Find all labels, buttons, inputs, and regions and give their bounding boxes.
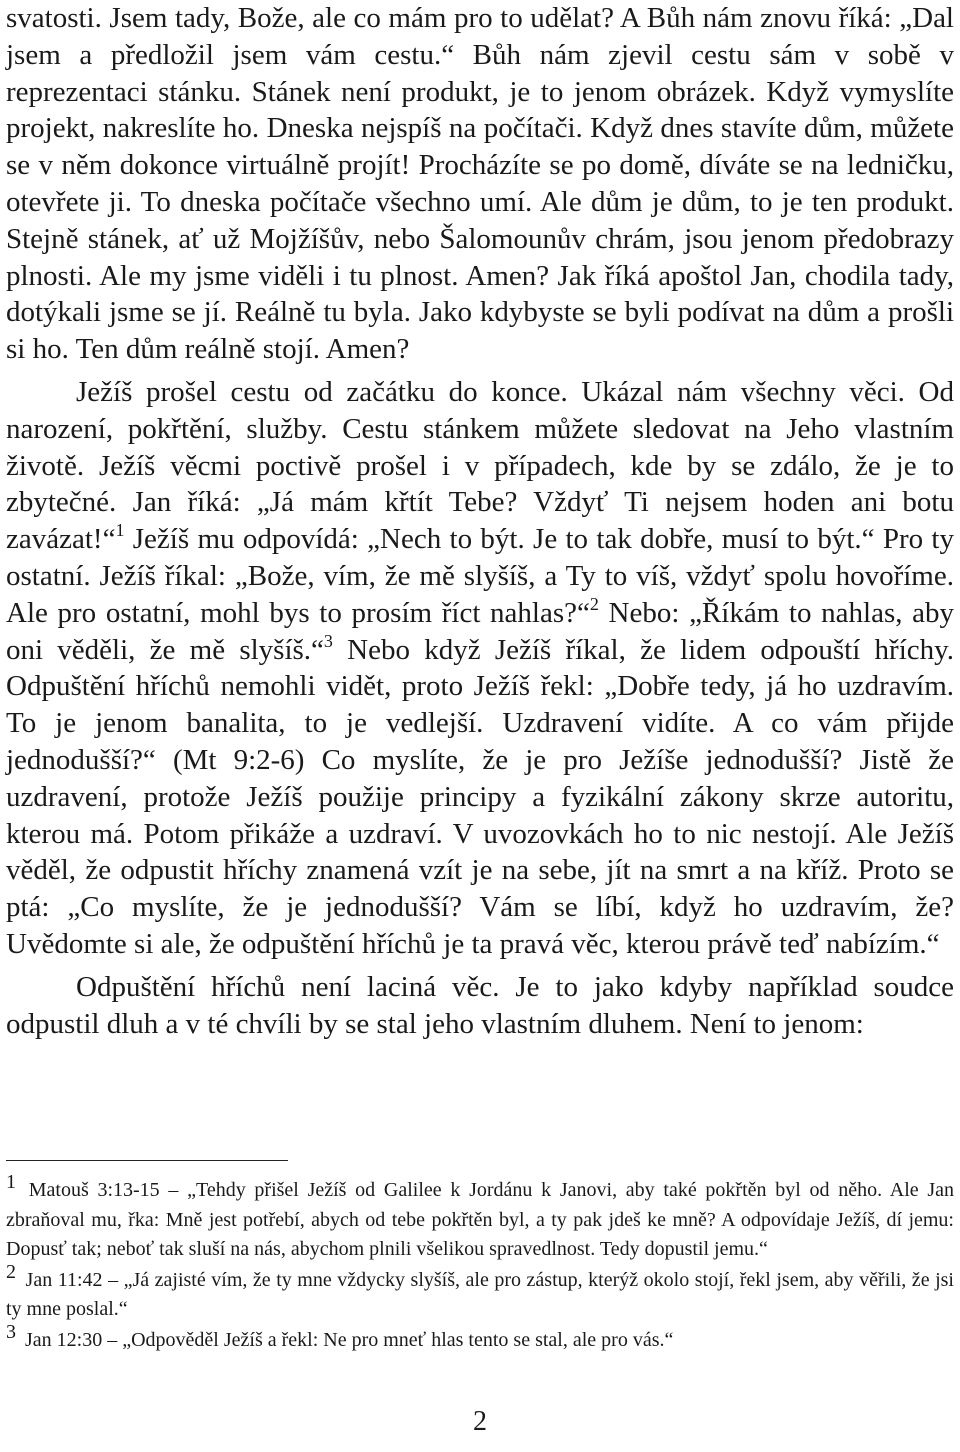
footnote-reference: 3 bbox=[323, 630, 333, 651]
text-run: Odpuštění hříchů není laciná věc. Je to jako kdyby například soudce odpustil dluh a v té chvíli by se stal jeho vlastním dluhem. Není to jenom: bbox=[6, 970, 954, 1040]
footnote-reference: 2 bbox=[589, 593, 599, 614]
footnote-1 bbox=[6, 1171, 955, 1265]
footnote-text: Jan 12:30 – „Odpověděl Ježíš a řekl: Ne pro mneť hlas tento se stal, ale pro vás.“ bbox=[25, 1328, 674, 1351]
footnote-separator bbox=[6, 1160, 288, 1161]
paragraph-1 bbox=[6, 0, 954, 368]
footnote-text: Matouš 3:13-15 – „Tehdy přišel Ježíš od Galilee k Jordánu k Janovi, aby také pokřtěn byl od něho. Ale Jan zbraňoval mu, řka: Mně jest potřebí, abych od tebe pokřtěn byl, a ty pak jdeš ke mně? A odpovídaje Ježíš, dí jemu: Dopusť tak; neboť tak sluší na nás, abychom plnili všelikou spravedlnost. Tedy dopustil jemu.“ bbox=[6, 1179, 955, 1260]
footnote-number: 3 bbox=[6, 1320, 16, 1343]
paragraph-3 bbox=[6, 969, 954, 1043]
text-run: svatosti. Jsem tady, Bože, ale co mám pro to udělat? A Bůh nám znovu říká: „Dal jsem a předložil jsem vám cestu.“ Bůh nám zjevil cestu sám v sobě v reprezentaci stánku. Stánek není produkt, je to jenom obrázek. Když vymyslíte projekt, nakreslíte ho. Dneska nejspíš na počítači. Když dnes stavíte dům, můžete se v něm dokonce virtuálně projít! Procházíte se po domě, díváte se na ledničku, otevřete ji. To dneska počítače všechno umí. Ale dům je dům, to je ten produkt. Stejně stánek, ať už Mojžíšův, nebo Šalomounův chrám, jsou jenom předobrazy plnosti. Ale my jsme viděli i tu plnost. Amen? Jak říká apoštol Jan, chodila tady, dotýkali jsme se jí. Reálně tu byla. Jako kdybyste se byli podívat na dům a prošli si ho. Ten dům reálně stojí. Amen? bbox=[6, 2, 954, 366]
footnote-2 bbox=[6, 1260, 954, 1325]
page-number: 2 bbox=[473, 1406, 487, 1437]
text-run: Ježíš prošel cestu od začátku do konce. Ukázal nám všechny věci. Od narození, pokřtění, služby. Cestu stánkem můžete sledovat na Jeho vlastním životě. Ježíš věcmi poctivě prošel i v případech, kde by se zdálo, že je to zbytečné. Jan říká: „Já mám křtít Tebe? Vždyť Ti nejsem hoden ani botu zavázat!“ bbox=[6, 375, 954, 556]
footnote-3 bbox=[6, 1320, 954, 1356]
document-page bbox=[6, 0, 954, 1042]
paragraph-2 bbox=[6, 374, 954, 963]
footnote-number: 1 bbox=[6, 1171, 16, 1193]
footnote-text: Jan 11:42 – „Já zajisté vím, že ty mne vždycky slyšíš, ale pro zástup, kterýž okolo stojí, řekl jsem, aby věřili, že jsi ty mne poslal.“ bbox=[6, 1268, 954, 1320]
footnote-number: 2 bbox=[6, 1260, 16, 1283]
footnote-reference: 1 bbox=[115, 520, 125, 541]
text-run: Ježíš mu odpovídá: „Nech to být. Je to tak dobře, musí to být.“ Pro ty ostatní. Ježíš říkal: „Bože, vím, že mě slyšíš, a Ty to víš, vždyť spolu hovoříme. Ale pro ostatní, mohl bys to prosím říct nahlas?“ bbox=[6, 523, 954, 629]
footnotes bbox=[6, 1171, 955, 1355]
text-run: Nebo když Ježíš říkal, že lidem odpouští hříchy. Odpuštění hříchů nemohli vidět, proto Ježíš řekl: „Dobře tedy, já ho uzdravím. To je jenom banalita, to je vedlejší. Uzdravení vidíte. A co vám přijde jednodušší?“ (Mt 9:2-6) Co myslíte, že je pro Ježíše jednodušší? Jistě že uzdravení, protože Ježíš použije principy a fyzikální zákony skrze autoritu, kterou má. Potom přikáže a uzdraví. V uvozovkách ho to nic nestojí. Ale Ježíš věděl, že odpustit hříchy znamená vzít je na sebe, jít na smrt a na kříž. Proto se ptá: „Co myslíte, že je jednodušší? Vám se líbí, když ho uzdravím, že? Uvědomte si ale, že odpuštění hříchů je ta pravá věc, kterou právě teď nabízím.“ bbox=[6, 633, 954, 960]
text-run: Nebo: „Říkám to nahlas, aby oni věděli, že mě slyšíš.“ bbox=[6, 596, 955, 666]
